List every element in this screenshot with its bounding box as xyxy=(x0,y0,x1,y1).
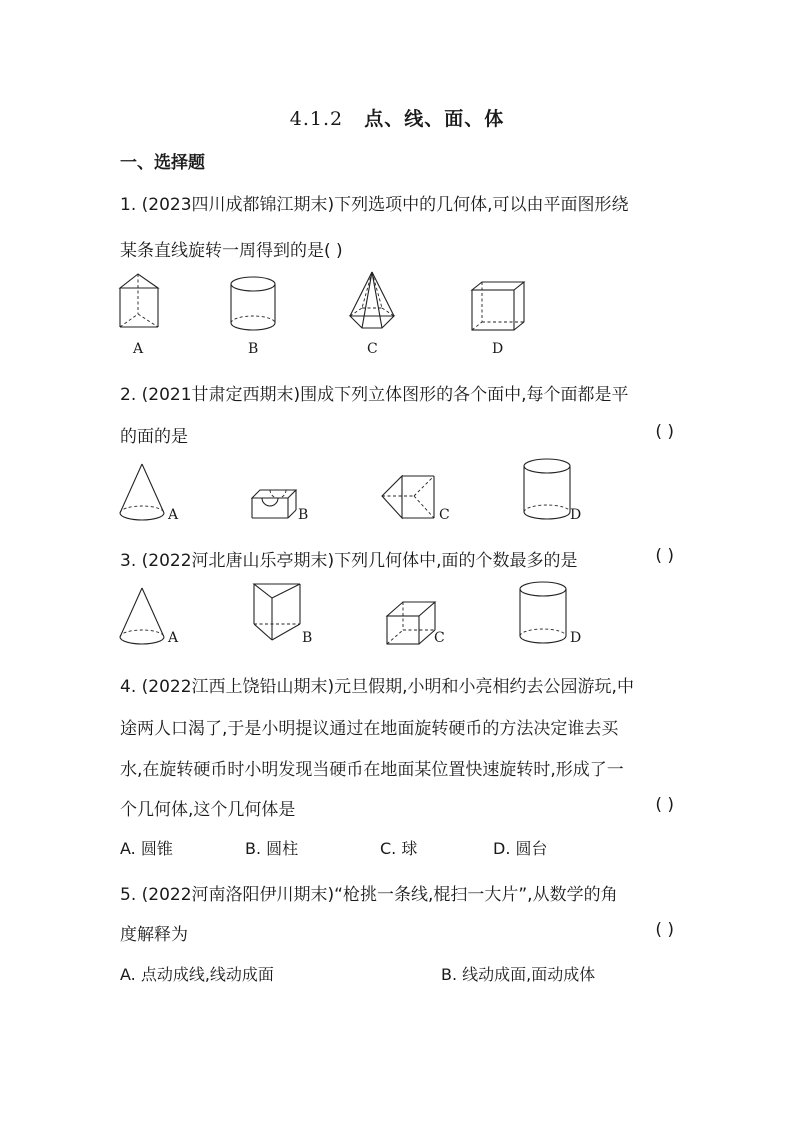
q3-figure-c xyxy=(385,598,441,652)
page-title xyxy=(0,104,794,131)
q1-figure-c xyxy=(348,270,400,336)
q2-figure-d xyxy=(522,458,574,526)
q5-line-1: 5. (2022河南洛阳伊川期末)“枪挑一条线,棍扫一大片”,从数学的角 xyxy=(120,885,618,905)
q2-figure-c xyxy=(380,470,440,526)
q1-figure-d xyxy=(470,280,528,336)
q2-label-b: B xyxy=(298,507,309,523)
q5-option-a[interactable]: A. 点动成线,线动成面 xyxy=(120,965,274,984)
q3-label-c: C xyxy=(434,630,445,646)
q1-label-d: D xyxy=(492,341,504,357)
q1-line-1: 1. (2023四川成都锦江期末)下列选项中的几何体,可以由平面图形绕 xyxy=(120,195,629,215)
cylinder-icon xyxy=(518,580,570,646)
q1-figure-b xyxy=(228,276,280,336)
cube-icon xyxy=(470,280,528,332)
q3-figure-d xyxy=(518,580,570,650)
q5-answer-blank[interactable]: ( ) xyxy=(655,920,674,940)
triangular-prism-icon xyxy=(252,582,308,646)
cone-icon xyxy=(118,586,174,646)
q2-label-d: D xyxy=(570,507,582,523)
q4-line-3: 水,在旋转硬币时小明发现当硬币在地面某位置快速旋转时,形成了一 xyxy=(120,760,624,780)
hexagonal-pyramid-icon xyxy=(348,270,400,332)
q4-line-4: 个几何体,这个几何体是 xyxy=(120,800,296,820)
section-heading: 一、选择题 xyxy=(120,153,205,173)
q4-line-1: 4. (2022江西上饶铅山期末)元旦假期,小明和小亮相约去公园游玩,中 xyxy=(120,677,634,697)
cylinder-icon xyxy=(228,276,280,332)
q4-answer-blank[interactable]: ( ) xyxy=(655,795,674,815)
q4-option-a[interactable]: A. 圆锥 xyxy=(120,839,173,858)
q5-option-b[interactable]: B. 线动成面,面动成体 xyxy=(441,965,596,984)
q3-figure-a xyxy=(118,586,174,650)
cylinder-icon xyxy=(522,458,574,522)
q4-option-d[interactable]: D. 圆台 xyxy=(493,839,548,858)
q1-label-c: C xyxy=(367,341,378,357)
q3-answer-blank[interactable]: ( ) xyxy=(655,546,674,566)
q1-figure-a xyxy=(118,272,168,336)
q2-figure-b xyxy=(252,486,300,526)
q2-label-a: A xyxy=(168,507,179,523)
cone-icon xyxy=(118,462,174,522)
lesson-title: 点、线、面、体 xyxy=(364,108,505,130)
q3-label-b: B xyxy=(302,630,313,646)
q1-line-2: 某条直线旋转一周得到的是( ) xyxy=(120,241,343,261)
q2-figure-a xyxy=(118,462,174,526)
triangular-prism-icon xyxy=(118,272,168,332)
q2-label-c: C xyxy=(439,507,450,523)
q4-option-c[interactable]: C. 球 xyxy=(380,839,418,858)
q2-line-1: 2. (2021甘肃定西期末)围成下列立体图形的各个面中,每个面都是平 xyxy=(120,385,629,405)
cuboid-icon xyxy=(385,598,441,648)
q2-answer-blank[interactable]: ( ) xyxy=(655,422,674,442)
q1-label-b: B xyxy=(248,341,259,357)
q4-option-b[interactable]: B. 圆柱 xyxy=(245,839,299,858)
q3-label-a: A xyxy=(168,630,179,646)
q2-line-2: 的面的是 xyxy=(120,427,188,447)
q4-line-2: 途两人口渴了,于是小明提议通过在地面旋转硬币的方法决定谁去买 xyxy=(120,719,619,739)
lesson-number: 4.1.2 xyxy=(289,108,344,130)
q3-figure-b xyxy=(252,582,308,650)
q3-label-d: D xyxy=(570,630,582,646)
q5-line-2: 度解释为 xyxy=(120,925,188,945)
q3-line-1: 3. (2022河北唐山乐亭期末)下列几何体中,面的个数最多的是 xyxy=(120,551,578,571)
pentagonal-prism-icon xyxy=(380,470,440,522)
grooved-block-icon xyxy=(252,486,300,522)
q1-label-a: A xyxy=(133,341,144,357)
